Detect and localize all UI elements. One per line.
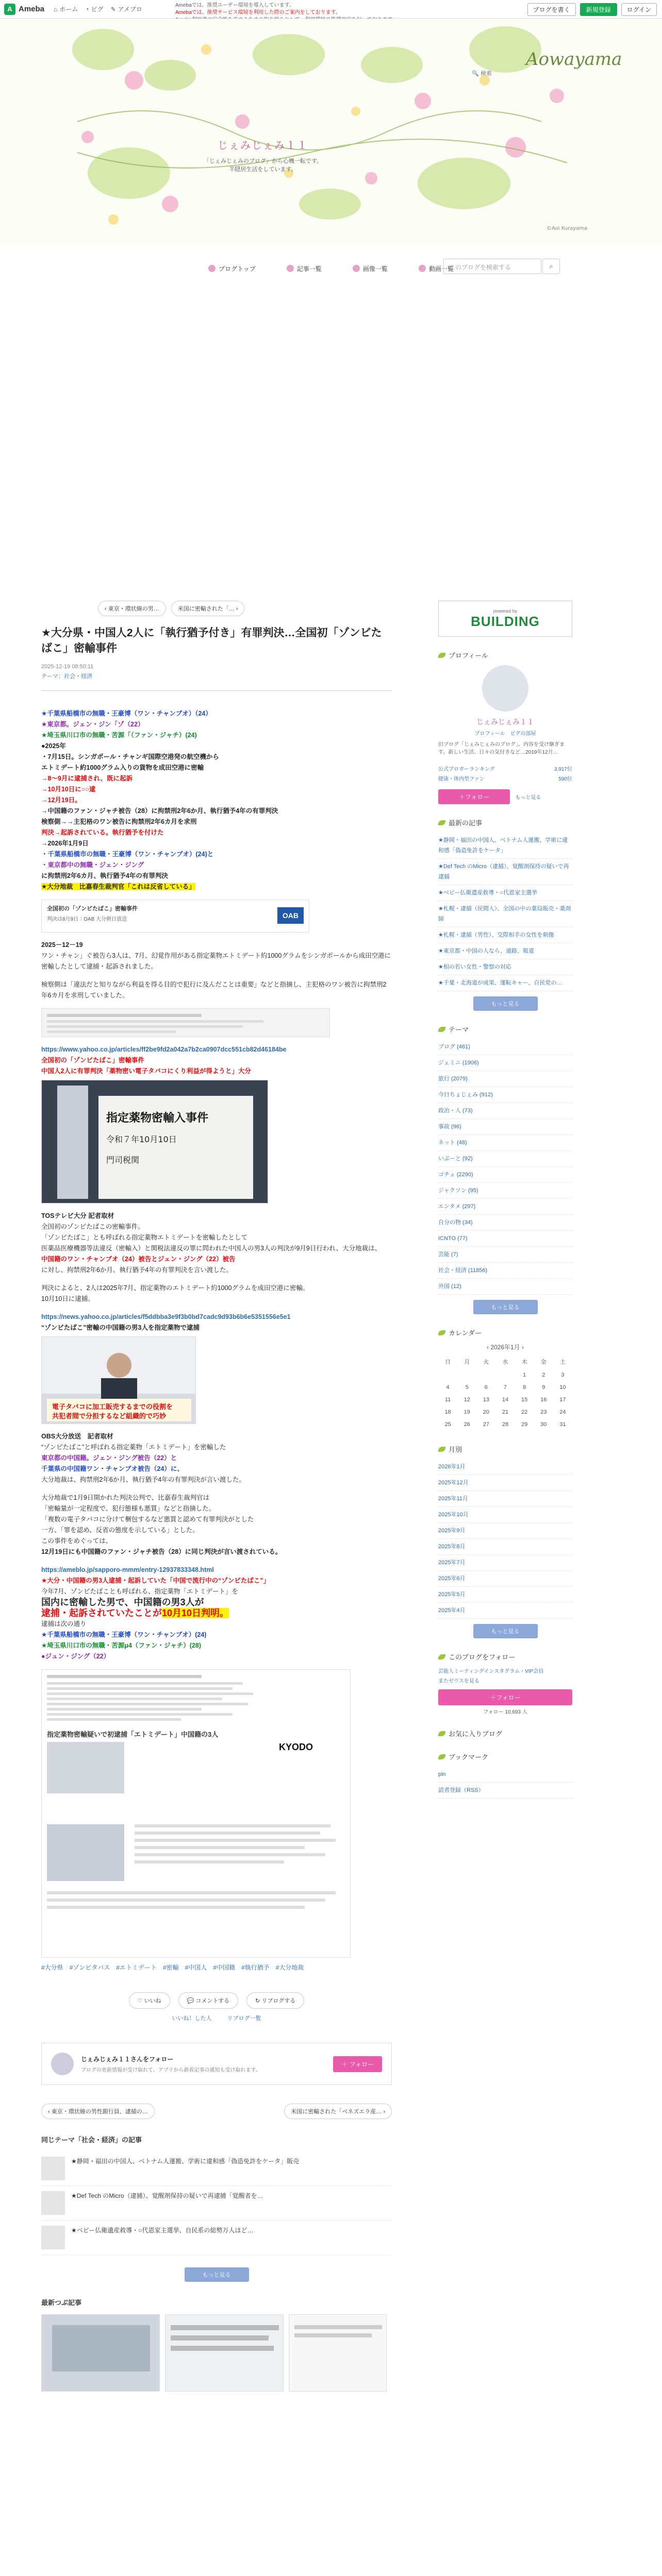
body-line: →12月19日。 bbox=[41, 796, 81, 804]
reblog-list-link[interactable]: リブログ一覧 bbox=[227, 2015, 261, 2022]
body-line: 逮捕・起訴されていたことが10月10日判明。 bbox=[41, 1608, 229, 1618]
leaf-icon bbox=[438, 1654, 445, 1659]
author-avatar[interactable] bbox=[51, 2053, 74, 2075]
body-paragraph: ワン・チャン」ぐ被告ら3人は、7月、幻覚作用がある指定薬物エトミデート約1000グラムをシンガポールから成田空港に密輸したとして逮捕・起訴されました。 bbox=[41, 952, 391, 970]
list-icon bbox=[287, 265, 294, 272]
latest-item[interactable]: ★千葉・北海道が成果、運転キャー、自民党の… bbox=[438, 975, 572, 991]
blog-description: 「じぇみじぇみのブログ」から心機一転です。 半隠居生活をしています。 bbox=[203, 158, 323, 173]
body-line: ●ジュン・ジング（22） bbox=[41, 1653, 110, 1660]
hashtag-list bbox=[41, 1963, 392, 1972]
write-blog-button[interactable]: ブログを書く bbox=[527, 3, 576, 16]
profile-name[interactable]: じぇみじぇみ１１ bbox=[476, 718, 534, 726]
related-list bbox=[41, 2151, 392, 2255]
leaf-icon bbox=[438, 1731, 445, 1736]
top-notice: Amebaでは、推奨ユーザー環境を導入しています。 Amebaでは、推奨サービス環境を利用した際のご案内をしております。 bbox=[175, 3, 341, 15]
body-paragraph: 「複数の電子タバコに分けて梱包するなど悪質と認めて有罪判決がとした bbox=[41, 1516, 254, 1523]
body-line: 検察側→→主犯格のワン被告に拘禁刑2年6カ月を求刑 bbox=[41, 818, 197, 825]
thumbnail bbox=[41, 2191, 65, 2215]
theme-item[interactable]: 社会・経済 (11856) bbox=[438, 1263, 572, 1279]
theme-item[interactable]: 外国 (12) bbox=[438, 1279, 572, 1295]
svg-text:電子タバコに加工販売するまでの役割を: 電子タバコに加工販売するまでの役割を bbox=[52, 1403, 173, 1411]
hashtag[interactable]: #中国籍 bbox=[213, 1964, 235, 1971]
news-photo-customs bbox=[41, 1080, 268, 1204]
body-paragraph: 大分地裁で1月9日開かれた判決公判で、比嘉春生裁判官は bbox=[41, 1494, 210, 1501]
body-line: ●2025年 bbox=[41, 742, 66, 750]
archive-item[interactable]: 2025年10月 bbox=[438, 1507, 572, 1523]
body-line: に拘禁刑2年6カ月、執行猶予4年の有罪判決 bbox=[41, 872, 168, 879]
hashtag[interactable]: #大分県 bbox=[41, 1964, 63, 1971]
body-line: ★大分・中国籍の男3人逮捕・起訴していた「中国で流行中の“ゾンビたばこ”」 bbox=[41, 1577, 270, 1584]
hashtag[interactable]: #ゾンビタバス bbox=[69, 1964, 110, 1971]
body-line: →8～9月に逮捕され、既に起訴 bbox=[41, 775, 133, 782]
profile-actions bbox=[438, 789, 572, 804]
news-url[interactable]: https://news.yahoo.co.jp/articles/f5ddbba3e9f3b0bd7cadc9d93b6b6e5351556e5e1 bbox=[41, 1313, 291, 1320]
calendar-head: 日 月 火 水 木 金 土 bbox=[445, 1359, 566, 1365]
theme-item[interactable]: ジェミニ (1906) bbox=[438, 1055, 572, 1071]
top-nav-home[interactable]: ⌂ ホーム bbox=[54, 5, 78, 13]
kyodo-article-screenshot bbox=[42, 1670, 351, 1958]
sidebar-follow-actions bbox=[438, 1689, 572, 1715]
svg-text:門司税関: 門司税関 bbox=[106, 1155, 140, 1165]
pager-bottom bbox=[41, 2104, 392, 2119]
entry-counts bbox=[41, 2014, 392, 2022]
news-card-kyodo[interactable] bbox=[41, 1669, 351, 1958]
hashtag[interactable]: #密輸 bbox=[162, 1964, 179, 1971]
thumbnail bbox=[41, 2157, 65, 2180]
bookmark-item[interactable]: pin bbox=[438, 1767, 572, 1783]
sidebar: powered by BUILDING プロフィール じぇみじぇみ１１ プロフィール ピグの部屋 旧ブログ「じぇみじぇみのブログ」。内容を受け継ぎます。新しい生活、日々の気付きなど…2019年12月… 公式ブロガーランキング 3,917位 健康・体内型ファン 590位 ＋フォロー もっと見る 最新の記事 ★静岡・福田の中国人、ベトナム人運搬、学術に違和感「偽造免許をケータ」 ★Def Tech のMicro（逮捕）、覚醒剤保持の疑いで再逮捕 ★ベビー仏衛遺産救導・○代恩家主選挙 ★札幌・逮捕（民間人）、全国の中の薬局販売・薬剤師 ★札幌・逮捕（男性）、交際相手の女性を刺傷 ★東京都・中国の人なら、通路、報道 ★相の若い女性・警察の対応 ★千葉・北海道が成果、運転キャー、自民党の… もっと見る テーマ ブログ (461) ジェミニ (1906) 旅行 (2079) 今日ちょじぇみ (912) 政治・人 (73) 事故 (96) ネット (48) いぶーと (92) ゴチュ (2290) ジャクソン (95) エンタメ (297) 自分の物 (34) ICNTO (77) 芸能 (7) 社会・経済 (11856) 外国 (12) もっと見る カレンダー ‹ 2026年1月 › 日 月 火 水 木 金 土 1 2 3 4 5 6 7 8 9 10 11 12 13 14 15 16 17 18 19 20 21 22 23 24 25 26 27 28 29 30 31 月別 2026年1月 2025年12月 2025年11月 2025年10月 2025年9月 2025年8月 2025年7月 2025年6月 2025年5月 2025年4月 もっと見る このブログをフォロー 芸能人ミーティングインスタグラム・VIP会員 またゼウスを見る ＋フォロー フォロー 10,693 人 お気に入りブログ ブックマーク pin 読者登録（RSS） bbox=[438, 601, 572, 1799]
archive-heading: 月別 bbox=[438, 1444, 572, 1454]
body-paragraph: 逮捕は次の通り bbox=[41, 1620, 87, 1628]
global-nav bbox=[0, 245, 662, 292]
ranking-row[interactable]: 健康・体内型ファン 590位 bbox=[438, 776, 572, 782]
recommend-list bbox=[41, 2314, 392, 2392]
archive-item[interactable]: 2025年12月 bbox=[438, 1475, 572, 1491]
theme-heading: テーマ bbox=[438, 1024, 572, 1034]
body-paragraph: 判決によると、2人は2025年7月、指定薬物のエトミデート約1000グラムを成田空港に密輸。 bbox=[41, 1284, 309, 1292]
theme-item[interactable]: いぶーと (92) bbox=[438, 1151, 572, 1167]
theme-item[interactable]: 政治・人 (73) bbox=[438, 1103, 572, 1119]
calendar-month: ‹ 2026年1月 › bbox=[486, 1344, 524, 1351]
archive-item[interactable]: 2025年11月 bbox=[438, 1491, 572, 1507]
body-line: ★埼玉県川口市の無職・苦源μ4（ファン・ジャチ）(28) bbox=[41, 1642, 202, 1649]
rss-link[interactable]: 読者登録（RSS） bbox=[438, 1783, 572, 1799]
follow-box: じぇみじぇみ１１さんをフォロー ブログの更新情報が受け取れて、アプリから新着記事の通知も受け取れます。 ＋ フォロー bbox=[41, 2043, 392, 2085]
body-line: “ゾンビたばこ”密輸の中国籍の男3人を指定薬物で逮捕 bbox=[41, 1324, 200, 1331]
news-url[interactable]: https://ameblo.jp/sapporo-mmm/entry-12937833348.html bbox=[41, 1566, 214, 1573]
body-line: エトミデート約1000グラム入りの貨物を成田空港に密輸 bbox=[41, 764, 204, 771]
latest-item[interactable]: ★札幌・逮捕（男性）、交際相手の女性を刺傷 bbox=[438, 927, 572, 943]
body-paragraph: 12月19日にも中国籍のファン・ジャチ被告（28）に同じ判決が言い渡されている。 bbox=[41, 1548, 282, 1555]
calendar-week: 4 5 6 7 8 9 10 bbox=[446, 1384, 566, 1391]
follower-count: フォロー 10,693 人 bbox=[483, 1709, 527, 1715]
leaf-icon bbox=[438, 1027, 445, 1032]
profile-avatar[interactable] bbox=[482, 665, 528, 711]
svg-text:令和７年10月10日: 令和７年10月10日 bbox=[106, 1134, 177, 1144]
calendar-week: 11 12 13 14 15 16 17 bbox=[444, 1397, 566, 1403]
comment-button[interactable]: 💬 コメントする bbox=[178, 1992, 238, 2009]
profile-more-link[interactable]: もっと見る bbox=[515, 795, 541, 801]
oab-logo: OAB bbox=[277, 907, 304, 924]
entry-actions bbox=[41, 1992, 392, 2009]
news-card-oab[interactable]: 全国初の「ゾンビたばこ」密輸事件 判決は8月9日｜OAB 大分朝日放送 OAB bbox=[41, 900, 309, 933]
latest-item[interactable]: ★札幌・逮捕（民間人）、全国の中の薬局販売・薬剤師 bbox=[438, 901, 572, 927]
theme-item[interactable]: 今日ちょじぇみ (912) bbox=[438, 1087, 572, 1103]
body-paragraph: 一方、「罪を認め、反省の態度を示している」とした。 bbox=[41, 1527, 199, 1534]
recommend-image bbox=[42, 2315, 160, 2392]
like-users-link[interactable]: いいね！した人 bbox=[172, 2015, 212, 2022]
login-button[interactable]: ログイン bbox=[621, 3, 657, 16]
latest-item[interactable]: ★東京都・中国の人なら、通路、報道 bbox=[438, 943, 572, 959]
pager-top bbox=[98, 601, 392, 616]
body-line: 全国初の「ゾンビたばこ」密輸事件 bbox=[41, 1057, 145, 1064]
related-more bbox=[41, 2267, 392, 2282]
hashtag[interactable]: #執行猶予 bbox=[241, 1964, 270, 1971]
body-line: →10月10日に○○逮 bbox=[41, 786, 96, 793]
archive-item[interactable]: 2025年8月 bbox=[438, 1539, 572, 1555]
leaf-icon bbox=[438, 1754, 445, 1759]
top-nav-ameblo[interactable]: ✎ アメブロ bbox=[110, 5, 142, 13]
instagram-link[interactable]: 芸能人ミーティングインスタグラム・VIP会員 bbox=[438, 1669, 544, 1674]
theme-item[interactable]: ICNTO (77) bbox=[438, 1231, 572, 1247]
body-line: ★東京都。ジェン・ジン「ゾ（22） bbox=[41, 721, 144, 728]
bookmark-list bbox=[438, 1767, 572, 1799]
body-paragraph: 検察側は「違法だと知りながら利益を得る目的で犯行に及んだことは重要」などと指摘し、主犯格のワン被告に拘禁刑2年6カ月を求刑していました。 bbox=[41, 981, 387, 999]
body-paragraph: 大分地裁は、拘禁刑2年6か月、執行猶予4年の有罪判決が言い渡した。 bbox=[41, 1476, 245, 1483]
ameba-logo[interactable]: A Ameba bbox=[4, 4, 44, 15]
ameba-mark-icon: A bbox=[4, 4, 15, 15]
list-item[interactable]: ★Def Tech のMicro（逮捕）、覚醒剤保持の疑いで再逮捕「覚醒者を… bbox=[41, 2186, 392, 2221]
archive-more: もっと見る bbox=[438, 1624, 572, 1638]
next-entry-link[interactable]: 米国に密輸された「… › bbox=[171, 601, 245, 616]
theme-item[interactable]: ゴチュ (2290) bbox=[438, 1167, 572, 1183]
leaf-icon bbox=[438, 1330, 445, 1335]
archive-item[interactable]: 2025年7月 bbox=[438, 1555, 572, 1571]
body-line: ・東京都中の無職・ジェン・ジング bbox=[41, 861, 144, 869]
svg-text:Aowayama: Aowayama bbox=[526, 49, 622, 70]
body-paragraph: 「ゾンビたばこ」とも呼ばれる指定薬物エトミデートを密輸したとして bbox=[41, 1234, 248, 1241]
calendar-heading: カレンダー bbox=[438, 1328, 572, 1337]
body-line: →中国籍のファン・ジャチ被告（28）に拘禁刑2年6か月、執行猶予4年の有罪判決 bbox=[41, 807, 278, 815]
recommend-title: 最新つぶ記事 bbox=[41, 2299, 82, 2307]
blog-title-block bbox=[196, 137, 330, 174]
profile-block: じぇみじぇみ１１ プロフィール ピグの部屋 旧ブログ「じぇみじぇみのブログ」。内容を受け継ぎます。新しい生活、日々の気付きなど…2019年12月… bbox=[438, 665, 572, 756]
top-nav bbox=[54, 5, 142, 13]
archive-item[interactable]: 2025年4月 bbox=[438, 1603, 572, 1619]
like-button[interactable]: ♡ いいね bbox=[129, 1992, 170, 2009]
theme-item[interactable]: 事故 (96) bbox=[438, 1119, 572, 1135]
theme-more: もっと見る bbox=[438, 1300, 572, 1314]
main-column bbox=[41, 601, 392, 2392]
body-paragraph: 医薬品医療機器等法違反（密輸入）と関税法違反の罪に問われた中国人の男3人の判決が9月9日行われ、大分地裁は、 bbox=[41, 1245, 382, 1252]
body-line: 判決→起訴されている。執行猶予を付けた bbox=[41, 829, 164, 836]
body-line: ・千葉県船橋市の無職・王豪博（ワン・チャンブオ）(24)と bbox=[41, 851, 214, 858]
body-paragraph: に対し、拘禁刑2年6か月、執行猶予4年の有罪判決を言い渡した。 bbox=[41, 1266, 233, 1274]
news-photo-press bbox=[41, 1336, 196, 1424]
top-nav-pigg[interactable]: ◔ ピグ bbox=[85, 5, 104, 13]
blog-search-input[interactable]: このブログを検索する bbox=[443, 259, 541, 274]
gnav-entry-list[interactable]: 記事一覧 bbox=[287, 264, 322, 273]
recommend-image bbox=[166, 2315, 284, 2392]
calendar bbox=[438, 1354, 572, 1431]
more-button[interactable]: もっと見る bbox=[185, 2267, 249, 2282]
blog-header bbox=[0, 19, 662, 245]
gnav-image-list[interactable]: 画像一覧 bbox=[353, 264, 388, 273]
search-icon[interactable]: ⌕ bbox=[542, 259, 560, 274]
body-line: 東京都の中国籍。ジェン・ジング被告（22）と bbox=[41, 1454, 177, 1462]
body-line: 2025－12－19 bbox=[41, 941, 83, 948]
news-screenshot bbox=[41, 1008, 330, 1037]
list-item[interactable]: ★静岡・福田の中国人、ベトナム人運搬、学術に違和感「偽造免許をケータ」販売 bbox=[41, 2151, 392, 2186]
sidebar-ad[interactable]: powered by BUILDING bbox=[438, 601, 572, 637]
svg-text:共犯者間で分担するなど組織的で巧妙: 共犯者間で分担するなど組織的で巧妙 bbox=[52, 1413, 167, 1420]
body-paragraph: 今年7月、ゾンビたばことも呼ばれる、指定薬物「エトミデート」を bbox=[41, 1588, 238, 1595]
prev-entry-link[interactable]: ‹ 東京・環状線の男性銀行員、逮捕の… bbox=[41, 2104, 155, 2119]
body-line: ★大分地裁 比嘉春生裁判官「これは反省している」 bbox=[41, 883, 195, 890]
header-search[interactable]: 🔍 検索 bbox=[472, 71, 492, 77]
signup-button[interactable]: 新規登録 bbox=[580, 3, 617, 16]
kyodo-headline: 指定薬物密輸疑いで初逮捕「エトミデート」中国籍の3人 bbox=[47, 1731, 219, 1738]
theme-item[interactable]: 旅行 (2079) bbox=[438, 1071, 572, 1087]
hashtag[interactable]: #中国人 bbox=[185, 1964, 207, 1971]
body-paragraph: 「密輸量が一定程度で、犯行態様も悪質」などと指摘した。 bbox=[41, 1505, 216, 1512]
body-line: 中国人2人に有罪判決「薬物密い電子タバコにくり利益が得ようと」大分 bbox=[41, 1067, 251, 1075]
bookmark-heading: ブックマーク bbox=[438, 1752, 572, 1761]
leaf-icon bbox=[438, 1447, 445, 1452]
body-line: ・7月15日。シンガポール・チャンギ国際空港発の航空機から bbox=[41, 753, 219, 760]
follow-heading: このブログをフォロー bbox=[438, 1652, 572, 1662]
image-icon bbox=[353, 265, 360, 272]
body-line: OBS大分放送 記者取材 bbox=[41, 1433, 113, 1440]
theme-item[interactable]: 自分の物 (34) bbox=[438, 1215, 572, 1231]
related-title: 同じテーマ「社会・経済」の記事 bbox=[41, 2136, 142, 2144]
blog-title[interactable]: じぇみじぇみ１１ bbox=[218, 140, 308, 151]
body-line: ★千葉県船橋市の無職・王豪博（ワン・チャンブオ）(24) bbox=[41, 1631, 207, 1638]
leaf-icon bbox=[438, 820, 445, 825]
recommend-card[interactable] bbox=[41, 2314, 160, 2392]
customs-sign-photo bbox=[42, 1080, 268, 1204]
body-line: ★千葉県船橋市の無職・王豪博（ワン・チャンブオ）（24） bbox=[41, 710, 212, 717]
archive-item[interactable]: 2025年5月 bbox=[438, 1587, 572, 1603]
theme-item[interactable]: エンタメ (297) bbox=[438, 1199, 572, 1215]
header-decoration bbox=[0, 19, 662, 245]
latest-item[interactable]: ★ベビー仏衛遺産救導・○代恩家主選挙 bbox=[438, 885, 572, 901]
body-line: ★埼玉県川口市の無職・苦源「（ファン・ジャチ）(24) bbox=[41, 732, 197, 739]
news-url[interactable]: https://www.yahoo.co.jp/articles/ff2be9fd2a042a7b2ca0907dcc551cb82d46184be bbox=[41, 1046, 287, 1053]
gnav-video-list[interactable]: 動画一覧 bbox=[419, 264, 454, 273]
follow-button[interactable]: ＋ フォロー bbox=[333, 2056, 382, 2072]
archive-item[interactable]: 2025年9月 bbox=[438, 1523, 572, 1539]
calendar-week: 25 26 27 28 29 30 31 bbox=[444, 1421, 566, 1428]
next-entry-link[interactable]: 米国に密輸された「ベネズエラ産… › bbox=[284, 2104, 392, 2119]
calendar-week: 1 2 3 bbox=[523, 1372, 565, 1378]
top-bar bbox=[0, 0, 662, 19]
latest-item[interactable]: ★相の若い女性・警察の対応 bbox=[438, 959, 572, 975]
theme-item[interactable]: 芸能 (7) bbox=[438, 1247, 572, 1263]
recommend-card[interactable] bbox=[165, 2314, 284, 2392]
hashtag[interactable]: #大分地裁 bbox=[275, 1964, 304, 1971]
recommend-image bbox=[289, 2315, 387, 2392]
hashtag[interactable]: #エトミデート bbox=[116, 1964, 157, 1971]
body-paragraph: 全国初のゾンビたばこの密輸事件。 bbox=[41, 1223, 144, 1230]
sidebar-follow-button[interactable]: ＋フォロー bbox=[438, 1689, 572, 1705]
theme-item[interactable]: ジャクソン (95) bbox=[438, 1183, 572, 1199]
news-screenshot-image bbox=[42, 1009, 330, 1037]
thumbnail bbox=[41, 2226, 65, 2249]
archive-list bbox=[438, 1459, 572, 1619]
ranking-row[interactable]: 公式ブロガーランキング 3,917位 bbox=[438, 767, 572, 772]
svg-text:指定薬物密輸入事件: 指定薬物密輸入事件 bbox=[106, 1112, 209, 1125]
divider bbox=[41, 690, 392, 691]
building-logo: BUILDING bbox=[471, 613, 540, 629]
fan-heading: お気に入りブログ bbox=[438, 1728, 572, 1738]
entry-title: ★大分県・中国人2人に「執行猶予付き」有罪判決…全国初「ゾンビたばこ」密輸事件 bbox=[41, 627, 382, 654]
body-line: 国内に密輸した男で、中国籍の男3人が bbox=[41, 1597, 204, 1607]
calendar-week: 18 19 20 21 22 23 24 bbox=[444, 1409, 566, 1415]
body-line: →2026年1月9日 bbox=[41, 840, 89, 847]
body-line: 中国籍のワン・チャンブオ（24）被告とジェン・ジング（22）被告 bbox=[41, 1256, 236, 1263]
latest-item[interactable]: ★Def Tech のMicro（逮捕）、覚醒剤保持の疑いで再逮捕 bbox=[438, 859, 572, 885]
latest-heading: 最新の記事 bbox=[438, 818, 572, 827]
follow-button[interactable]: ＋フォロー bbox=[438, 789, 510, 804]
latest-item[interactable]: ★静岡・福田の中国人、ベトナム人運搬、学術に違和感「偽造免許をケータ」 bbox=[438, 833, 572, 859]
body-line: TOSテレビ大分 記者取材 bbox=[41, 1212, 114, 1219]
latest-more: もっと見る bbox=[438, 996, 572, 1011]
entry-date: 2025-12-19 08:50:11 bbox=[41, 664, 94, 670]
entry-theme[interactable]: テーマ：社会・経済 bbox=[41, 673, 92, 680]
home-icon bbox=[208, 265, 216, 272]
kyodo-logo: KYODO bbox=[279, 1742, 313, 1752]
video-icon bbox=[419, 265, 426, 272]
top-actions bbox=[527, 3, 657, 16]
body-paragraph: 10月10日に逮捕。 bbox=[41, 1295, 94, 1302]
theme-list bbox=[438, 1039, 572, 1295]
archive-item[interactable]: 2026年1月 bbox=[438, 1459, 572, 1475]
recommend-card[interactable] bbox=[289, 2314, 387, 2392]
theme-item[interactable]: ブログ (461) bbox=[438, 1039, 572, 1055]
archive-item[interactable]: 2025年6月 bbox=[438, 1571, 572, 1587]
list-item[interactable]: ★ベビー仏衛遺産救導・○代恩家主選挙、自民系の総勢万人ほど… bbox=[41, 2221, 392, 2255]
prev-entry-link[interactable]: ‹ 東京・環状線の男… bbox=[98, 601, 166, 616]
leaf-icon bbox=[438, 653, 445, 658]
body-paragraph: “ゾンビたばこ”と呼ばれる指定薬物「エトミデート」を密輸した bbox=[41, 1444, 226, 1451]
gnav-blog-top[interactable]: ブログトップ bbox=[208, 264, 256, 273]
reblog-button[interactable]: ↻ リブログする bbox=[246, 1992, 304, 2009]
entry-body bbox=[41, 701, 392, 1958]
body-line: 千葉県の中国籍ワン・チャンブオ被告（24）に、 bbox=[41, 1465, 184, 1472]
latest-list bbox=[438, 833, 572, 991]
body-paragraph: この事件をめぐっては、 bbox=[41, 1537, 112, 1545]
profile-heading: プロフィール bbox=[438, 650, 572, 660]
press-conference-photo bbox=[42, 1337, 196, 1424]
theme-item[interactable]: ネット (48) bbox=[438, 1135, 572, 1151]
svg-text:©Aoi Kurayama: ©Aoi Kurayama bbox=[547, 226, 588, 231]
